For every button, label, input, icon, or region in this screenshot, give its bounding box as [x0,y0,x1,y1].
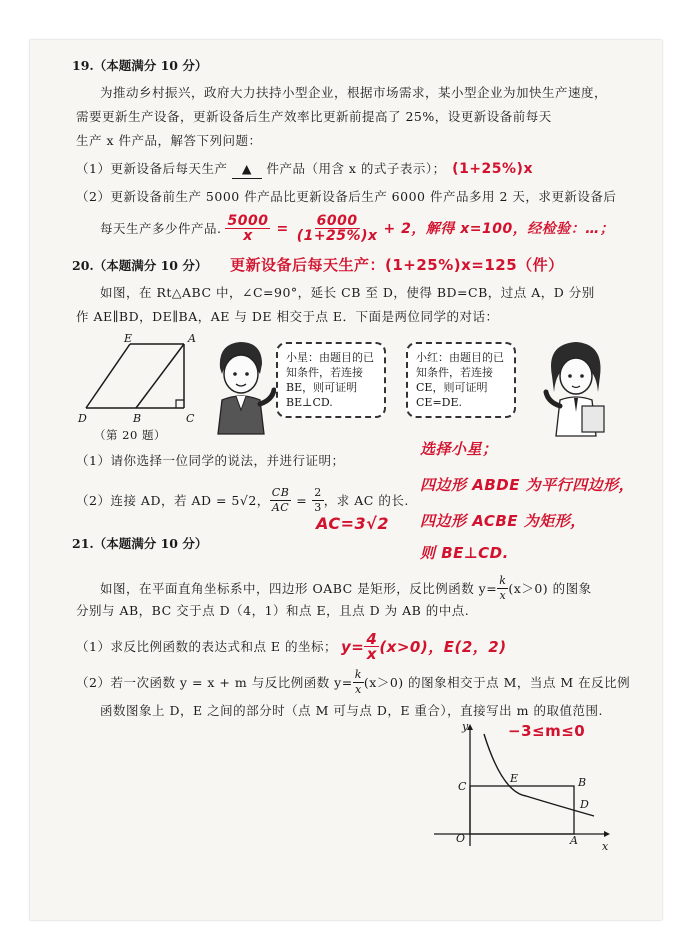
annotation-perpendicular: 则 BE⊥CD. [420,544,509,562]
girl-arm [546,392,560,406]
girl-eye-left [568,374,572,378]
exam-page [30,40,662,920]
rectangle-OABC [470,786,574,834]
label-D: D [78,412,88,425]
q19-part2-line1: （2）更新设备前生产 5000 件产品比更新设备后生产 6000 件产品多用 2 天，求更新设备后 [76,189,617,204]
q19-equation: $\frac{5000}{x}$ = $\frac{6000}{(1+25\%)x}$ + 2，解得 x=100，经检验：…； [227,213,615,244]
label-C: C [186,412,195,425]
q19-part1-after: 件产品（用含 x 的式子表示）； [266,161,446,176]
annotation-rectangle: 四边形 ACBE 为矩形， [420,512,586,530]
q20-part1: （1）请你选择一位同学的说法，并进行证明； [76,453,345,468]
q19-part1 [76,160,533,179]
segment-AB [136,344,184,408]
fraction-6000: $\frac{6000}{(1+25\%)x}$ [296,213,378,244]
q19-part1-before: （1）更新设备后每天生产 [76,161,228,176]
q20-part2: （2）连接 AD，若 AD = 5√2， $\frac{CB}{AC}$ = $\frac{2}{3}$ ，求 AC 的长. [76,486,409,514]
label-A: A [188,332,197,345]
fraction-4-x: $\frac{4}{x}$ [366,630,378,663]
q20-intro-line2: 作 AE∥BD，DE∥BA，AE 与 DE 相交于点 E．下面是两位同学的对话： [76,309,499,324]
boy-face [224,355,258,393]
x-axis-arrow [604,831,610,837]
annotation-choose: 选择小星； [420,440,498,458]
q19-equation-rest: + 2，解得 x=100，经检验：…； [383,220,615,237]
boy-arm [260,390,274,404]
figure-20-geometry [78,336,198,416]
graph-label-x: x [602,840,609,853]
fraction-5000-x: $\frac{5000}{x}$ [227,213,269,244]
graph-label-O: O [456,832,466,845]
fraction-2-3: $\frac{2}{3}$ [314,486,322,514]
girl-book [582,406,604,432]
q19-header: 19.（本题满分 10 分） [72,58,208,73]
graph-label-y: y [462,720,469,733]
speech-bubble-xiaoxing: 小星：由题目的已知条件，若连接 BE，则可证明 BE⊥CD. [276,342,386,418]
answer-ac: AC=3√2 [316,514,389,533]
q21-part1: （1）求反比例函数的表达式和点 E 的坐标； y= $\frac{4}{x}$ (x>0)，E(2，2) [76,630,507,663]
figure-20-caption: （第 20 题） [94,428,166,442]
graph-label-D: D [580,798,590,811]
fraction-cb-ac: $\frac{CB}{AC}$ [271,486,290,514]
boy-eye-right [245,372,249,376]
q19-result-annotation: 更新设备后每天生产：(1+25%)x=125（件） [230,256,564,274]
graph-label-C: C [458,780,467,793]
q21-header: 21.（本题满分 10 分） [72,536,208,551]
girl-face [560,358,592,394]
q21-part2-line2: 函数图象上 D，E 之间的部分时（点 M 可与点 D，E 重合），直接写出 m 的取值范围. [100,703,603,718]
graph-label-E: E [510,772,519,785]
speech-bubble-xiaohong: 小红：由题目的已知条件，若连接 CE，则可证明 CE=DE. [406,342,516,418]
fraction-k-x-2: $\frac{k}{x}$ [354,668,362,696]
fraction-k-x: $\frac{k}{x}$ [499,574,507,602]
q19-part2-line2 [100,214,614,243]
annotation-parallelogram: 四边形 ABDE 为平行四边形， [420,476,635,494]
right-angle-mark [176,400,184,408]
q21-intro-line1: 如图，在平面直角坐标系中，四边形 OABC 是矩形，反比例函数 y= $\frac{k}{x}$ (x＞0) 的图象 [100,574,592,602]
q21-part1-answer: y= $\frac{4}{x}$ (x>0)，E(2，2) [341,630,507,663]
label-E: E [124,332,133,345]
girl-eye-right [580,374,584,378]
boy-illustration [208,338,278,434]
q20-header: 20.（本题满分 10 分） [72,258,208,273]
q19-intro-line1: 为推动乡村振兴，政府大力扶持小型企业，根据市场需求，某小型企业为加快生产速度， [100,85,608,100]
q19-part2-text: 每天生产多少件产品. [100,220,222,236]
q20-intro-line1: 如图，在 Rt△ABC 中，∠C=90°，延长 CB 至 D，使得 BD=CB，过点 A，D 分别 [100,285,595,300]
q21-part2-line1: （2）若一次函数 y = x + m 与反比例函数 y= $\frac{k}{x}$ (x＞0) 的图象相交于点 M，当点 M 在反比例 [76,668,631,696]
label-B: B [133,412,142,425]
q19-part1-answer: (1+25%)x [452,161,533,177]
graph-label-A: A [570,834,579,847]
segment-ED [86,344,130,408]
boy-eye-left [233,372,237,376]
q19-intro-line2: 需要更新生产设备，更新设备后生产效率比更新前提高了 25%，设更新设备前每天 [76,109,552,124]
graph-label-B: B [578,776,587,789]
q21-part2-answer: −3≤m≤0 [508,722,586,740]
girl-illustration [538,336,614,436]
q19-intro-line3: 生产 x 件产品，解答下列问题： [76,133,262,148]
q21-intro-line2: 分别与 AB，BC 交于点 D（4，1）和点 E，且点 D 为 AB 的中点. [76,603,470,618]
blank-triangle-icon: ▲ [232,160,262,179]
